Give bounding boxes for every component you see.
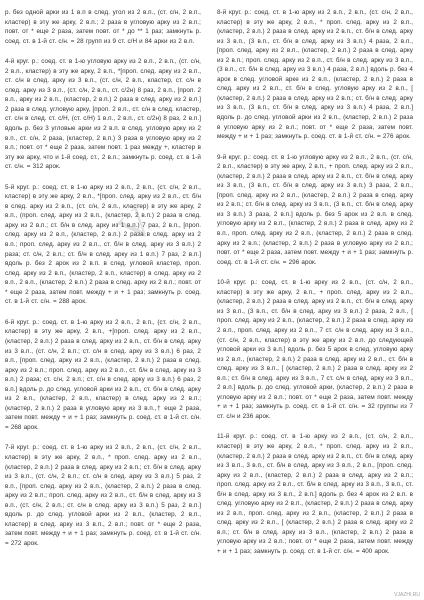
- paragraph-round-11: 11-й круг. р.: соед. ст. в 1-ю арку из 2 в.п., (ст. с/н, 2 в.п., кластер) в эту же арку, 2 в.п., * проп. след. арку из 2 в.п., (кластер, 2 в.п.) 2 раза в след. арку из 2 в.п., ст. б/н в след. арку из 3 в.п., 3 в.п., ст. б/н в след. арку из 3 в.п., 2 в.п., [проп. след. арку из 2 в.п., (кластер, 2 в.п.) 2 раза в след. арку из 2 в.п.; проп. след. арку из 2 в.п., ст. б/н в след. арку из 3 в.п., 3 в.п., ст. б/н в след. арку из 3 в.п., 2 в.п.] вдоль р. без 4 арок из 2 в.п. в след. угловую арку из 2 в.п., (кластер, 2 в.п.) 2 раза в след. арку из 2 в.п., проп. след. арку из 2 в.п., (кластер, 2 в.п.) 2 раза в след. арку из 2 в.п., [ (кластер, 2 в.п.) 2 раза в след. арку из 2 в.п.; ст. б/н в след. арку из 3 в.п., (кластер, 2 в.п.) 2 раза в угловую арку из 2 в.п.; повт. от * еще 2 раза, затем повт. между + и + 1 раз; замкнуть р. соед. ст. в 1-й ст. с/н. = 400 арок.: [217, 433, 413, 555]
- watermark-overlay-glyph: V: [107, 196, 165, 255]
- paragraph-round-5: 5-й круг. р.: соед. ст. в 1-ю арку из 2 в.п., 2 в.п., (ст. с/н, 2 в.п., кластер) в эту же арку, 2 в.п., *[проп. след. арку из 2 в.п., ст. б/н в след. арку из 2 в.п., (ст. с/н, 2 в.п., кластер) в эту же арку, 2 в.п., (проп. след. арку из 2 в.п., (кластер, 2 в.п.) 2 раза в след. арку из 2 в.п.; ст. б/н в след. арку из 1 в.п.) 7 раз, 2 в.п., [проп. след. арку из 2 в.п., (кластер, 2 в.п.) 2 раза в след. арку из 2 в.п.; проп. след. арку из 2 в.п., ст. б/н в след. арку из 3 в.п.) 2 раза; ст. с/н, 2 в.п.; ст. б/н в след. арку из 1 в.п.) 7 раз, 2 в.п.] вдоль р. без 2 арок из 2 в.п. в след. угловой кластер, проп. след. арку из 2 в.п., (кластер, 2 в.п., кластер) в след. арку из 2 в.п., 2 в.п., (кластер, 2 в.п.) 2 раза в след. арку из 2 в.п.; повт. от * еще 2 раза, затем повт. между + и + 1 раз; замкнуть р. соед. ст. в 1-й ст. с/н. = 288 арок.: [5, 183, 201, 306]
- paragraph-round-7: 7-й круг. р.: соед. ст. в 1-ю арку из 2 в.п., 2 в.п., (ст. с/н, 2 в.п., кластер) в эту же арку, 2 в.п., * проп. след. арку из 2 в.п., (кластер, 2 в.п.) 2 раза в след. арку из 2 в.п.; ст. б/н в след. арку из 3 в.п., (ст. с/н, 2 в.п.; ст. с/н в след. арку из 3 в.п.) 5 раз, 2 в.п., [проп. след. арку из 2 в.п., (кластер, 2 в.п.) 2 раза в след. арку из 2 в.п.; проп. след. арку из 2 в.п., ст. б/н в след. арку из 3 в.п., (ст. с/н, 2 в.п.; ст. с/н в след. арку из 3 в.п.) 5 раз, 2 в.п.] вдоль р. до след. угловой арки из 2 в.п., (кластер, 2 в.п., кластер) в след. арку из 3 в.п., 2 в.п.; повт. от * еще 2 раза, затем повт. между + и + 1 раз; замкнуть р. соед. ст. в 1-й ст. с/н. = 272 арок.: [5, 444, 201, 547]
- right-column: [217, 8, 413, 568]
- left-column: [5, 8, 201, 559]
- paragraph-round-6: 6-й круг. р.: соед. ст. в 1-ю арку из 2 в.п., 2 в.п., (ст. с/н, 2 в.п., кластер) в эту же арку, 2 в.п., +[проп. след. арку из 2 в.п., (кластер, 2 в.п.) 2 раза в след. арку из 2 в.п., ст. б/н в след. арку из 3 в.п., (ст. с/н, 2 в.п.; ст. с/н в след. арку из 3 в.п.) 6 раз, 2 в.п., [проп. след. арку из 2 в.п., (кластер, 2 в.п.) 2 раза в след. арку из 2 в.п.; проп. след. арку из 2 в.п., ст. б/н в след. арку из 3 в.п.) 2 раза; ст. с/н, 2 в.п.; ст. с/н в след. арку из 3 в.п.) 6 раз, 2 в.п.] вдоль р. до след. угловой арки из 2 в.п., ст. б/н в след. арку из 2 в.п., (кластер, 2 в.п., кластер) в след. арку из 2 в.п.; (кластер, 2 в.п.) 2 раза в угловую арку из 3 в.п.,† еще 2 раза, затем повт. между + и + 1 раз; замкнуть р. соед. ст. в 1-й ст. с/н. = 268 арок.: [5, 318, 201, 431]
- paragraph-round-9: 9-й круг. р.: соед. ст. в 1-ю угловую арку из 2 в.п., 2 в.п., (ст. с/н, 2 в.п., кластер) в эту же арку, 2 в.п., + проп. след. арку из 2 в.п., (кластер, 2 в.п.) 2 раза в след. арку из 2 в.п., ст. б/н в след. арку из 3 в.п., (3 в.п., ст. б/н в след. арку из 3 в.п.) 3 раза, 2 в.п., [проп. след. арку из 2 в.п., (кластер, 2 в.п.) 2 раза в след. арку из 2 в.п.; ст. б/н в след. арку из 3 в.п., (3 в.п., ст. б/н в след. арку из 3 в.п.) 3 раза, 2 в.п.] вдоль р. без 5 арок из 2 в.п. в след. угловую арку из 2 в.п., (кластер, 2 в.п.) 2 раза в след. арку из 2 в.п., проп. след. арку из 2 в.п., (кластер, 2 в.п.) 2 раза в след. арку из 2 в.п.; (кластер, 2 в.п.) 2 раза в угловую арку из 2 в.п.; повт. от * еще 2 раза, затем повт. между + и + 1 раз; замкнуть р. соед. ст. в 1-й ст. с/н. = 296 арок.: [217, 153, 413, 266]
- paragraph-round-10: 10-й круг. р.: соед. ст. в 1-ю арку из 2 в.п., (ст. с/н, 2 в.п., кластер) в эту же арку, 2 в.п., + проп. след. арку из 2 в.п., (кластер, 2 в.п.) 2 раза в след. арку из 2 в.п., ст. б/н в след. арку из 3 в.п., (3 в.п., ст. б/н в след. арку из 3 в.п.) 2 раза, 2 в.п., [ проп. след. арку из 2 в.п., (кластер, 2 в.п.) 2 раза в след. арку из 2 в.п., проп. след. арку из 2 в.п., 7 ст. с/н в след. арку из 3 в.п., (ст. с/н, 2 в.п., кластер) в эту же арку из 2 в.п. до следующей угловой арки из 3 в.п.] вдоль р. без 5 арок в след. угловую арку из 2 в.п., (кластер, 2 в.п.) 2 раза в след. арку из 2 в.п., ст. б/н в след. арку из 3 в.п., [ (кластер, 2 в.п.) 2 раза в след. арку из 2 в.п.; ст. б/н в след. арку из 3 в.п., 7 ст. с/н в след. арку из 3 в.п., 2 в.п.] вдоль р. до след. угловой арки, (кластер, 2 в.п.) 2 раза в угловую арку из 2 в.п.; повт. от * еще 2 раза, затем повт. между + и + 1 раз; замкнуть р. соед. ст. в 1-й ст. с/н. = 32 группы из 7 ст. с/н и 236 арок.: [217, 279, 413, 420]
- watermark-site: VJAZHI.RU: [394, 592, 420, 598]
- paragraph-round-4: 4-й круг. р.: соед. ст. в 1-ю угловую арку из 2 в.п., 2 в.п., (ст. с/н, 2 в.п., кластер) в эту же арку, 2 в.п., *[проп. след. арку из 2 в.п., ст. с/н в след. арку из 3 в.п., (ст. с/н, 2 в.п., кластер, ст. с/н в след. арку из 3 в.п., (ст. с/н, 2 в.п., ст. с/2н) 8 раз, 2 в.п., [проп. 2 в.п., арку из 2 в.п., (кластер, 2 в.п.) 2 раза в след. арку из 2 в.п.] 2 раза в след. угловую арку, [проп. 2 в.п., ст. с/н в след. кластер, ст. с/н в след. ст. с/Н, (ст. с/Н) 1 в.п., 2 в.п., ст. с/2н) 8 раз, 2 в.п.] вдоль р. без 3 угловые арки из 2 в.п. в след. угловую арку из 2 в.п., ст. с/н, 2 раза, (кластер, 2 в.п.) 3 раза в угловую арку из 2 в.п.; повт. от * еще 2 раза, затем повт. 1 раз между +, кластер в эту же арку, что и 1-й соед. ст., 2 в.п.; замкнуть р. соед. ст. в 1-й ст. с/н. = 312 арок.: [5, 58, 201, 171]
- paragraph-round-8: 8-й круг. р.: соед. ст. в 1-ю арку из 2 в.п., 2 в.п., (ст. с/н, 2 в.п., кластер) в эту же арку, 2 в.п., * проп. след. арку из 2 в.п., (кластер, 2 в.п.) 2 раза в след. арку из 2 в.п., ст. б/н в след. арку из 3 в.п., (3 в.п., ст. б/н в след. арку из 3 в.п.) 4 раза, 2 в.п., [проп. след. арку из 2 в.п., (кластер, 2 в.п.) 2 раза в след. арку из 2 в.п.; проп. след. арку из 2 в.п., ст. б/н в след. арку из 3 в.п., (3 в.п., ст. б/н в след. арку из 3 в.п.) 4 раза, 2 в.п.] вдоль р. без 4 арок в след. угловой арке из 2 в.п., (кластер, 2 в.п.) 2 раза в след. арку из 2 в.п., ст. б/н в след. угловую арку из 2 в.п., [ (кластер, 2 в.п.) 2 раза в след. арку из 2 в.п.; ст. б/н в след. арку из 3 в.п., (3 в.п., ст. б/н в след. арку из 3 в.п.) 4 раза, 2 в.п.] вдоль р. до след. угловой арки из 2 в.п., (кластер, 2 в.п.) 2 раза в угловую арку из 2 в.п.; повт. от * еще 2 раза, затем повт. между + и + 1 раз; замкнуть р. соед. ст. в 1-й ст. с/н. = 276 арок.: [217, 9, 413, 141]
- paragraph-round-3-tail: р. без одной арки из 1 в.п в след. угол из 2 в.п., (ст. с/н, 2 в.п., кластер) в эту же арку, 2 в.п.; 2 раза в угловую арку из 2 в.п.; повт. от * еще 2 раза, затем повт. от * до ** 1 раз; замкнуть р. соед. ст. в 1-й ст. с/н. = 28 групп из 9 ст. с/Н и 84 арки из 2 в.п.: [5, 9, 201, 45]
